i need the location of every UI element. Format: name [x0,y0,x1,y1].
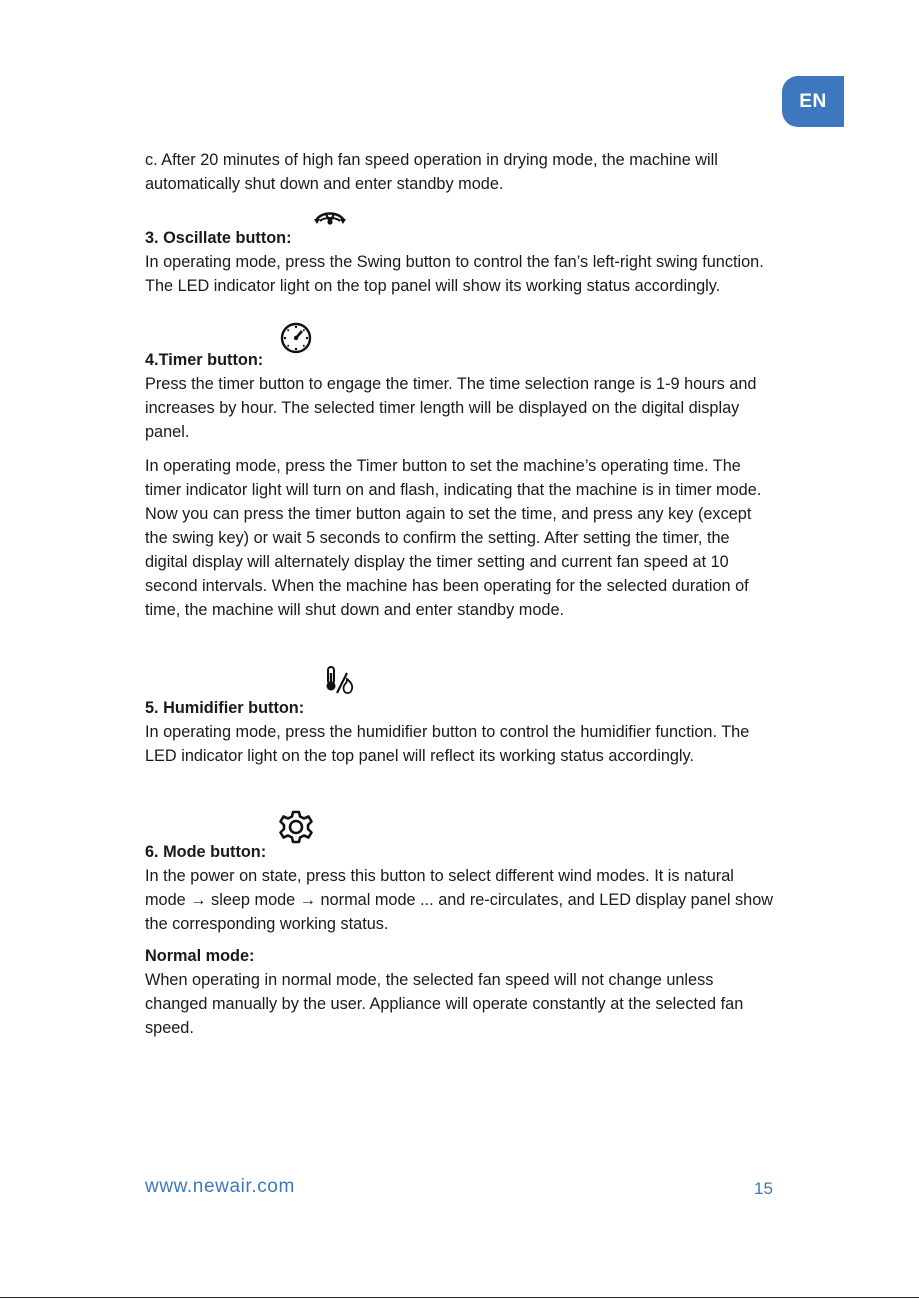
oscillate-heading: 3. Oscillate button: [145,229,292,247]
page-number: 15 [754,1179,773,1198]
timer-paragraph-2: In operating mode, press the Timer button to set the machine’s operating time. The timer indicator light will turn on and flash, indicating that the machine is in timer mode. Now you can press the timer button again to set the time, and press any key (except the swing key) or wait 5 seconds to confirm the setting. After setting the timer, the digital display will alternately display the timer setting and current fan speed at 10 second intervals. When the machine has been operating for the selected duration of time, the machine will shut down and enter standby mode. [145,457,762,619]
timer-section [145,336,775,622]
oscillate-paragraph: In operating mode, press the Swing button to control the fan’s left-right swing function. The LED indicator light on the top panel will show its working status accordingly. [145,253,764,295]
normal-mode-section [145,944,775,1040]
timer-heading: 4.Timer button: [145,351,264,369]
oscillate-icon [312,205,348,236]
language-tab: EN [782,76,844,127]
normal-mode-heading-row [145,944,775,968]
normal-mode-paragraph: When operating in normal mode, the selected fan speed will not change unless changed manually by the user. Appliance will operate constantly at the selected fan speed. [145,971,744,1037]
intro-paragraph: c. After 20 minutes of high fan speed operation in drying mode, the machine will automatically shut down and enter standby mode. [145,151,718,193]
footer-website-link[interactable]: www.newair.com [145,1176,295,1197]
humidifier-section [145,670,775,768]
oscillate-heading-row [145,214,775,250]
humidifier-paragraph: In operating mode, press the humidifier button to control the humidifier function. The LED indicator light on the top panel will reflect its working status accordingly. [145,723,750,765]
mode-section [145,812,775,936]
mode-heading-row [145,812,775,864]
mode-heading: 6. Mode button: [145,843,267,861]
humidifier-icon [322,665,356,702]
oscillate-section [145,214,775,298]
normal-mode-heading: Normal mode: [145,947,255,965]
timer-icon [279,321,313,362]
bottom-rule [0,1297,919,1298]
timer-heading-row [145,336,775,372]
gear-icon [278,809,314,852]
intro-section [145,148,775,196]
mode-paragraph: In the power on state, press this button to select different wind modes. It is natural mode → sleep mode → normal mode ... and re-circulates, and LED display panel show the corresponding working status. [145,867,774,933]
humidifier-heading: 5. Humidifier button: [145,699,305,717]
humidifier-heading-row [145,670,775,720]
timer-paragraph-1: Press the timer button to engage the timer. The time selection range is 1-9 hours and increases by hour. The selected timer length will be displayed on the digital display panel. [145,375,757,441]
